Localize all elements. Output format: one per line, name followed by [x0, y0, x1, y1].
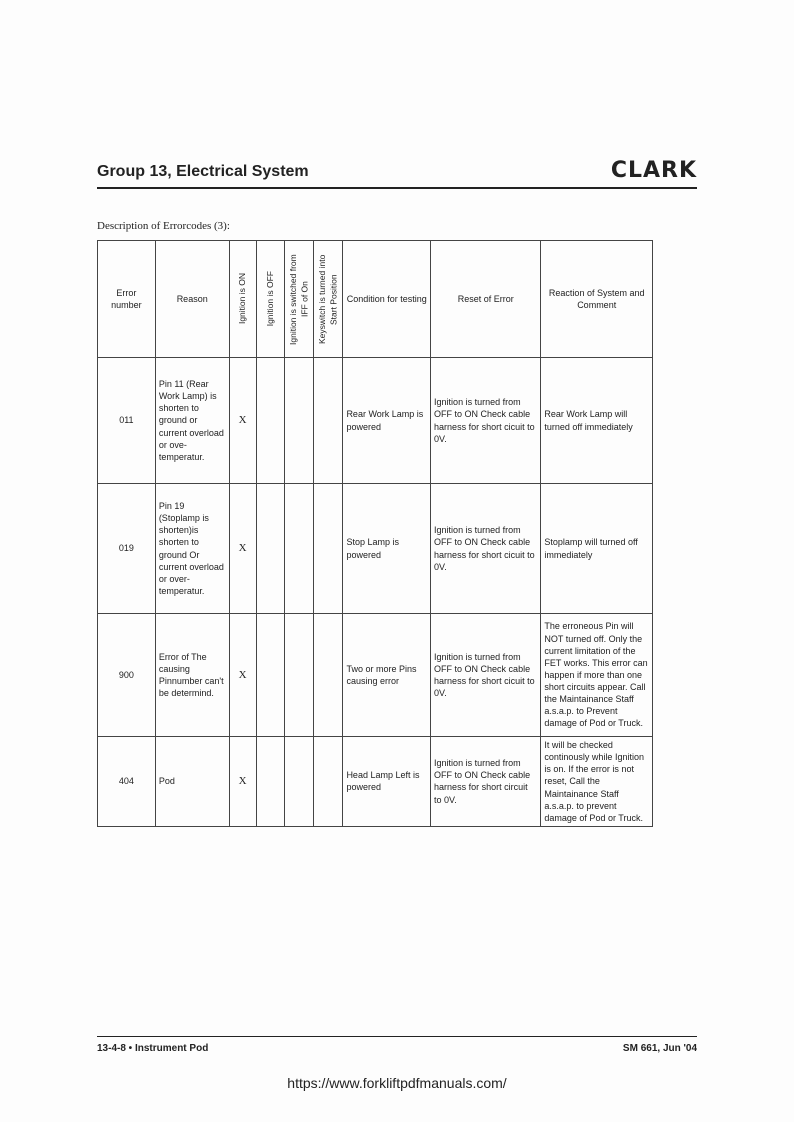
footer-section: 13-4-8 • Instrument Pod: [97, 1043, 209, 1054]
table-header-row: [98, 241, 653, 358]
reason: Pod: [155, 737, 229, 827]
reset: Ignition is turned from OFF to ON Check cable harness for short circuit to 0V.: [431, 737, 541, 827]
error-code: 900: [98, 614, 156, 737]
source-url[interactable]: https://www.forkliftpdfmanuals.com/: [287, 1075, 507, 1091]
condition: Rear Work Lamp is powered: [343, 358, 431, 484]
ignition-on-mark: X: [229, 614, 256, 737]
condition: Two or more Pins causing error: [343, 614, 431, 737]
table-row: [98, 614, 653, 737]
header-reaction: Reaction of System and Comment: [541, 241, 653, 358]
footer-manual-id: SM 661, Jun '04: [622, 1043, 697, 1054]
header-ignition-off: Ignition is OFF: [264, 271, 275, 327]
errorcodes-table: [97, 240, 653, 827]
header-reset: Reset of Error: [431, 241, 541, 358]
reason: Pin 11 (Rear Work Lamp) is shorten to ground or current overload or ove-temperatur.: [155, 358, 229, 484]
footer-rule: [97, 1036, 697, 1037]
table-row: [98, 358, 653, 484]
clark-logo: CLARK: [610, 158, 697, 183]
ignition-on-mark: X: [229, 484, 256, 614]
reason: Error of The causing Pinnumber can't be determind.: [155, 614, 229, 737]
header-keyswitch-start: Keyswitch is turned into Start Position: [317, 254, 339, 344]
ignition-on-mark: X: [229, 358, 256, 484]
reaction: Stoplamp will turned off immediately: [541, 484, 653, 614]
reaction: It will be checked continously while Ignition is on. If the error is not reset, Call the Maintainance Staff a.s.a.p. to prevent damage of Pod or Truck.: [541, 737, 653, 827]
header-reason: Reason: [155, 241, 229, 358]
error-code: 011: [98, 358, 156, 484]
condition: Stop Lamp is powered: [343, 484, 431, 614]
page-title: Group 13, Electrical System: [97, 163, 309, 180]
condition: Head Lamp Left is powered: [343, 737, 431, 827]
error-code: 404: [98, 737, 156, 827]
header-error-number: Error number: [98, 241, 156, 358]
header-ignition-switched: Ignition is switched from IFF of On: [288, 253, 310, 345]
header-condition: Condition for testing: [343, 241, 431, 358]
reset: Ignition is turned from OFF to ON Check cable harness for short cicuit to 0V.: [431, 614, 541, 737]
error-code: 019: [98, 484, 156, 614]
header-rule: [97, 187, 697, 189]
reason: Pin 19 (Stoplamp is shorten)is shorten to ground Or current overload or over-temperatur.: [155, 484, 229, 614]
description: Description of Errorcodes (3):: [97, 220, 230, 232]
reset: Ignition is turned from OFF to ON Check cable harness for short cicuit to 0V.: [431, 484, 541, 614]
reaction: The erroneous Pin will NOT turned off. Only the current limitation of the FET works. This error can happen if more than one short circuits appear. Call the Maintainance Staff a.s.a.p. to Prevent damage of Pod or Truck.: [541, 614, 653, 737]
table-row: [98, 484, 653, 614]
table-row: [98, 737, 653, 827]
reaction: Rear Work Lamp will turned off immediately: [541, 358, 653, 484]
ignition-on-mark: X: [229, 737, 256, 827]
header-ignition-on: Ignition is ON: [236, 273, 247, 325]
reset: Ignition is turned from OFF to ON Check cable harness for short cicuit to 0V.: [431, 358, 541, 484]
